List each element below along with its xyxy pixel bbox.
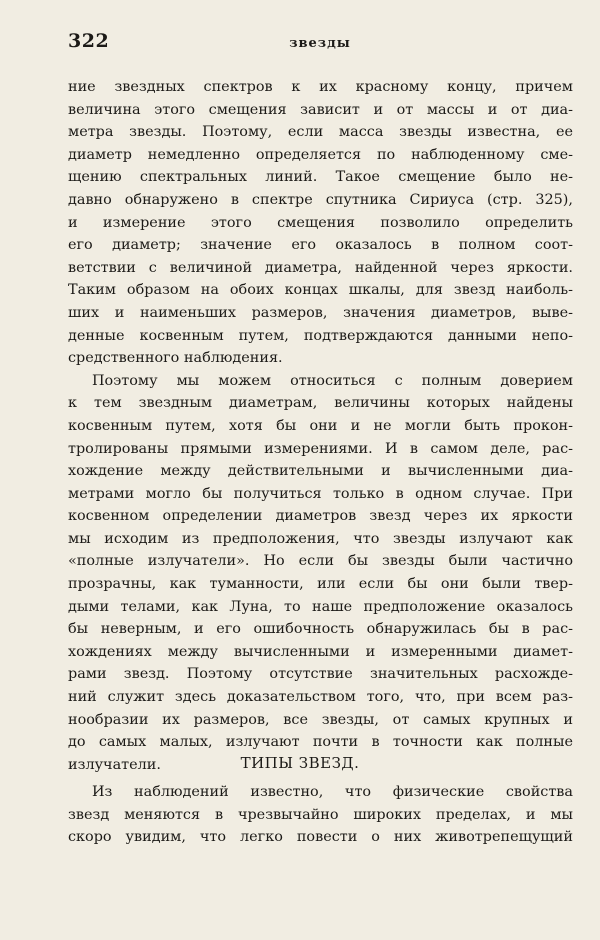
- section-heading: ТИПЫ ЗВЕЗД.: [240, 754, 360, 772]
- text-line: его диаметр; значение его оказалось в полном соот-: [68, 237, 573, 254]
- text-line: ветствии с величиной диаметра, найденной через яркости.: [68, 259, 573, 276]
- text-line: косвенным путем, хотя бы они и не могли быть прокон-: [68, 417, 573, 434]
- text-line: мы исходим из предположения, что звезды излучают как: [68, 530, 573, 547]
- text-line: звезд меняются в чрезвычайно широких пределах, и мы: [68, 806, 573, 823]
- text-line: «полные излучатели». Но если бы звезды были частично: [68, 553, 573, 570]
- text-line: метрами могло бы получиться только в одном случае. При: [68, 485, 573, 502]
- text-line: косвенном определении диаметров звезд через их яркости: [68, 508, 573, 525]
- text-line: рами звезд. Поэтому отсутствие значительных расхожде-: [68, 666, 573, 683]
- text-line: диаметр немедленно определяется по наблюденному сме-: [68, 146, 573, 163]
- text-line: скоро увидим, что легко повести о них животрепещущий: [68, 829, 573, 846]
- text-line: денные косвенным путем, подтверждаются данными непо-: [68, 327, 573, 344]
- text-line: средственного наблюдения.: [68, 350, 283, 367]
- text-line: Из наблюдений известно, что физические свойства: [92, 784, 573, 800]
- text-line: прозрачны, как туманности, или если бы они были твер-: [68, 576, 573, 593]
- text-line: тролированы прямыми измерениями. И в самом деле, рас-: [68, 440, 573, 457]
- text-line: нообразии их размеров, все звезды, от самых крупных и: [68, 711, 573, 728]
- text-line: ний служит здесь доказательством того, что, при всем раз-: [68, 689, 573, 706]
- text-line: ние звездных спектров к их красному концу, причем: [68, 79, 573, 95]
- text-line: хождение между действительными и вычисленными диа-: [68, 463, 573, 480]
- text-line: излучатели.: [68, 756, 161, 773]
- text-line: до самых малых, излучают почти в точности как полные: [68, 734, 573, 751]
- text-line: ших и наименьших размеров, значения диаметров, выве-: [68, 304, 573, 321]
- text-line: дыми телами, как Луна, то наше предположение оказалось: [68, 598, 573, 615]
- text-line: величина этого смещения зависит и от массы и от диа-: [68, 101, 573, 118]
- page-number: 322: [68, 30, 110, 52]
- text-line: бы неверным, и его ошибочность обнаружилась бы в рас-: [68, 621, 573, 638]
- text-line: хождениях между вычисленными и измеренными диамет-: [68, 643, 573, 660]
- closing-text: [68, 781, 573, 849]
- text-line: давно обнаружено в спектре спутника Сириуса (стр. 325),: [68, 191, 573, 208]
- running-title: звезды: [289, 36, 351, 51]
- text-line: к тем звездным диаметрам, величины которых найдены: [68, 395, 573, 412]
- text-line: Таким образом на обоих концах шкалы, для звезд наиболь-: [68, 282, 573, 299]
- text-line: Поэтому мы можем относиться с полным доверием: [92, 372, 573, 389]
- text-line: и измерение этого смещения позволило определить: [68, 214, 573, 231]
- text-line: метра звезды. Поэтому, если масса звезды известна, ее: [68, 124, 573, 141]
- page-header: [68, 30, 572, 56]
- body-text: [68, 76, 573, 776]
- text-line: щению спектральных линий. Такое смещение было не-: [68, 169, 573, 186]
